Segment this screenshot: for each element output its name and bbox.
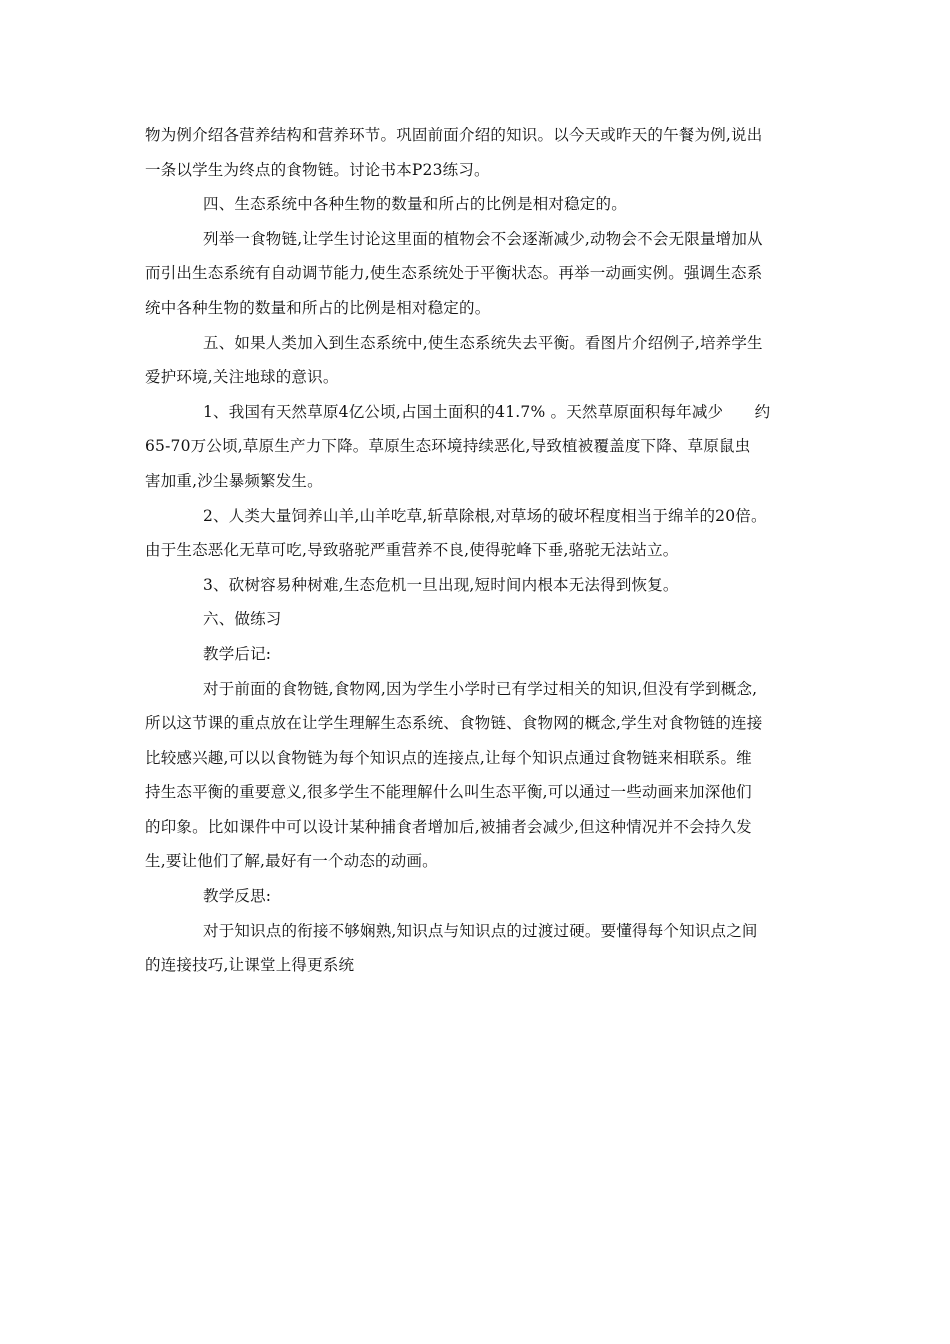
section-heading-5: 五、如果人类加入到生态系统中,使生态系统失去平衡。看图片介绍例子,培养学生 [203, 333, 763, 352]
teaching-reflection-heading: 教学反思: [203, 887, 272, 906]
text-line: 持生态平衡的重要意义,很多学生不能理解什么叫生态平衡,可以通过一些动画来加深他们 [145, 783, 752, 802]
text-line: 的连接技巧,让课堂上得更系统 [145, 956, 355, 975]
text-line: 害加重,沙尘暴频繁发生。 [145, 471, 323, 490]
text-line: 列举一食物链,让学生讨论这里面的植物会不会逐渐减少,动物会不会无限量增加从 [203, 229, 763, 248]
text-line: 所以这节课的重点放在让学生理解生态系统、食物链、食物网的概念,学生对食物链的连接 [145, 714, 763, 733]
list-item-3: 3、砍树容易种树难,生态危机一旦出现,短时间内根本无法得到恢复。 [203, 575, 679, 594]
list-item-2: 2、人类大量饲养山羊,山羊吃草,斩草除根,对草场的破坏程度相当于绵羊的20倍。 [203, 506, 767, 525]
text-line: 统中各种生物的数量和所占的比例是相对稳定的。 [145, 298, 491, 317]
text-line: 生,要让他们了解,最好有一个动态的动画。 [145, 852, 438, 871]
text-line: 物为例介绍各营养结构和营养环节。巩固前面介绍的知识。以今天或昨天的午餐为例,说出 [145, 126, 763, 144]
text-line: 而引出生态系统有自动调节能力,使生态系统处于平衡状态。再举一动画实例。强调生态系 [145, 264, 763, 283]
text-line: 的印象。比如课件中可以设计某种捕食者增加后,被捕者会减少,但这种情况并不会持久发 [145, 817, 752, 836]
text-line: 比较感兴趣,可以以食物链为每个知识点的连接点,让每个知识点通过食物链来相联系。维 [145, 748, 752, 767]
document-body [145, 118, 810, 983]
section-heading-4: 四、生态系统中各种生物的数量和所占的比例是相对稳定的。 [203, 195, 627, 214]
text-line: 爱护环境,关注地球的意识。 [145, 368, 339, 387]
text-line: 对于知识点的衔接不够娴熟,知识点与知识点的过渡过硬。要懂得每个知识点之间 [203, 921, 758, 940]
text-line: 对于前面的食物链,食物网,因为学生小学时已有学过相关的知识,但没有学到概念, [203, 679, 758, 698]
text-line: 由于生态恶化无草可吃,导致骆驼严重营养不良,使得驼峰下垂,骆驼无法站立。 [145, 541, 679, 560]
teaching-notes-heading: 教学后记: [203, 644, 272, 663]
text-line: 一条以学生为终点的食物链。讨论书本P23练习。 [145, 160, 490, 179]
list-item-1: 1、我国有天然草原4亿公顷,占国土面积的41.7% 。天然草原面积每年减少 约 [203, 402, 771, 421]
text-line: 65-70万公顷,草原生产力下降。草原生态环境持续恶化,导致植被覆盖度下降、草原鼠虫 [145, 437, 751, 456]
section-heading-6: 六、做练习 [203, 610, 282, 629]
